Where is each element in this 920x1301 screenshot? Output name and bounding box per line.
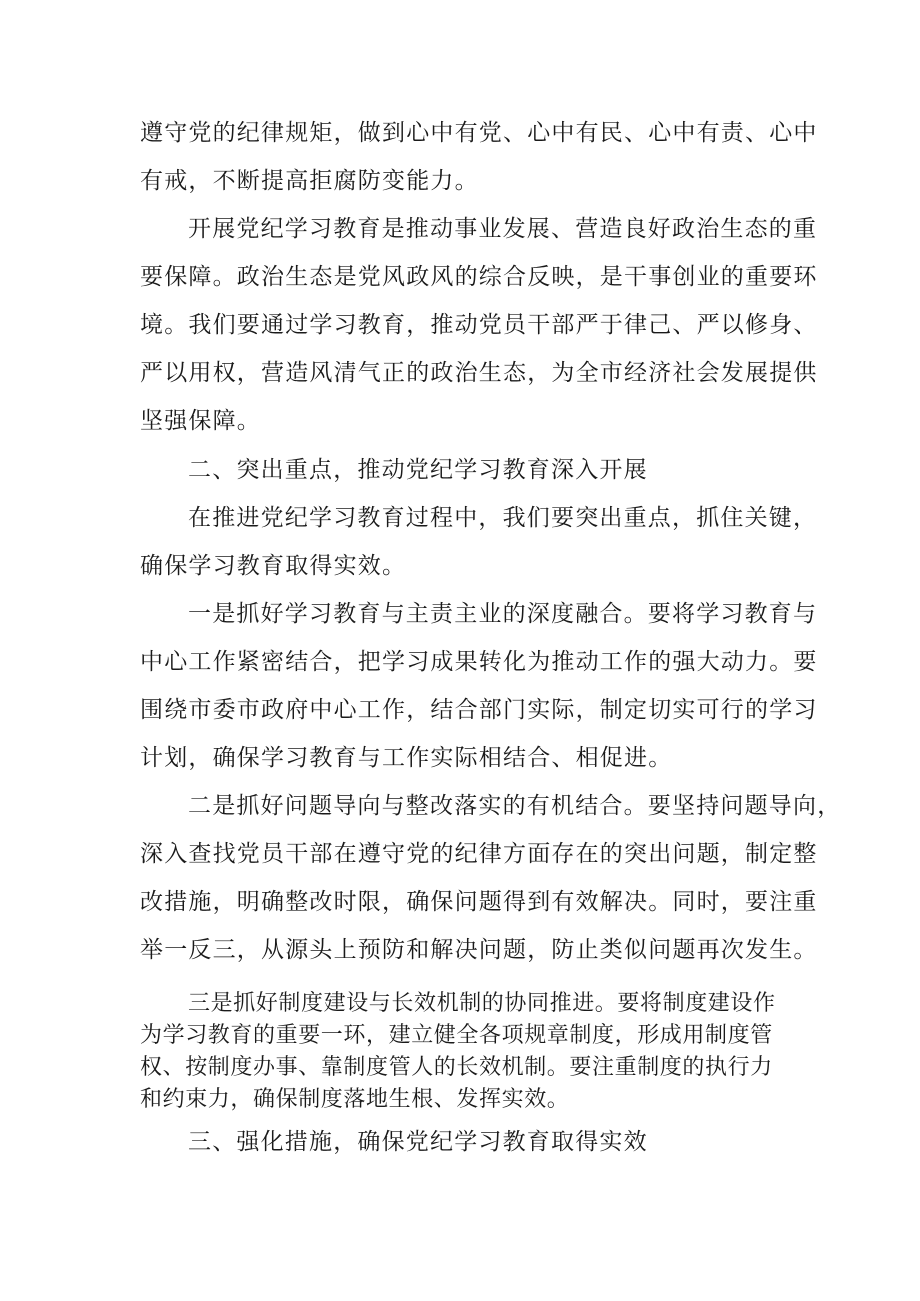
paragraph-line: 遵守党的纪律规矩，做到心中有党、心中有民、心中有责、心中	[140, 120, 818, 146]
paragraph-line: 举一反三，从源头上预防和解决问题，防止类似问题再次发生。	[140, 937, 818, 963]
paragraph-line: 要保障。政治生态是党风政风的综合反映，是干事创业的重要环	[140, 264, 818, 290]
paragraph-line: 在推进党纪学习教育过程中，我们要突出重点，抓住关键，	[188, 505, 818, 531]
paragraph-line: 和约束力，确保制度落地生根、发挥实效。	[140, 1087, 570, 1112]
paragraph-line: 权、按制度办事、靠制度管人的长效机制。要注重制度的执行力	[140, 1055, 773, 1080]
paragraph-line: 坚强保障。	[140, 408, 261, 434]
paragraph-line: 开展党纪学习教育是推动事业发展、营造良好政治生态的重	[188, 216, 818, 242]
paragraph-line: 深入查找党员干部在遵守党的纪律方面存在的突出问题，制定整	[140, 841, 818, 867]
paragraph-line: 三是抓好制度建设与长效机制的协同推进。要将制度建设作	[188, 991, 776, 1016]
paragraph-line: 中心工作紧密结合，把学习成果转化为推动工作的强大动力。要	[140, 649, 818, 675]
paragraph-line: 一是抓好学习教育与主责主业的深度融合。要将学习教育与	[188, 601, 818, 627]
paragraph-line: 确保学习教育取得实效。	[140, 553, 407, 579]
paragraph-line: 二是抓好问题导向与整改落实的有机结合。要坚持问题导向，	[188, 793, 842, 819]
paragraph-line: 围绕市委市政府中心工作，结合部门实际，制定切实可行的学习	[140, 697, 818, 723]
paragraph-line: 严以用权，营造风清气正的政治生态，为全市经济社会发展提供	[140, 360, 818, 386]
paragraph-line: 计划，确保学习教育与工作实际相结合、相促进。	[140, 745, 673, 771]
paragraph-line: 改措施，明确整改时限，确保问题得到有效解决。同时，要注重	[140, 889, 818, 915]
paragraph-line: 有戒，不断提高拒腐防变能力。	[140, 168, 479, 194]
paragraph-line: 为学习教育的重要一环，建立健全各项规章制度，形成用制度管	[140, 1023, 773, 1048]
section-heading: 二、突出重点，推动党纪学习教育深入开展	[188, 457, 648, 483]
paragraph-line: 境。我们要通过学习教育，推动党员干部严于律己、严以修身、	[140, 312, 818, 338]
section-heading: 三、强化措施，确保党纪学习教育取得实效	[188, 1129, 648, 1155]
